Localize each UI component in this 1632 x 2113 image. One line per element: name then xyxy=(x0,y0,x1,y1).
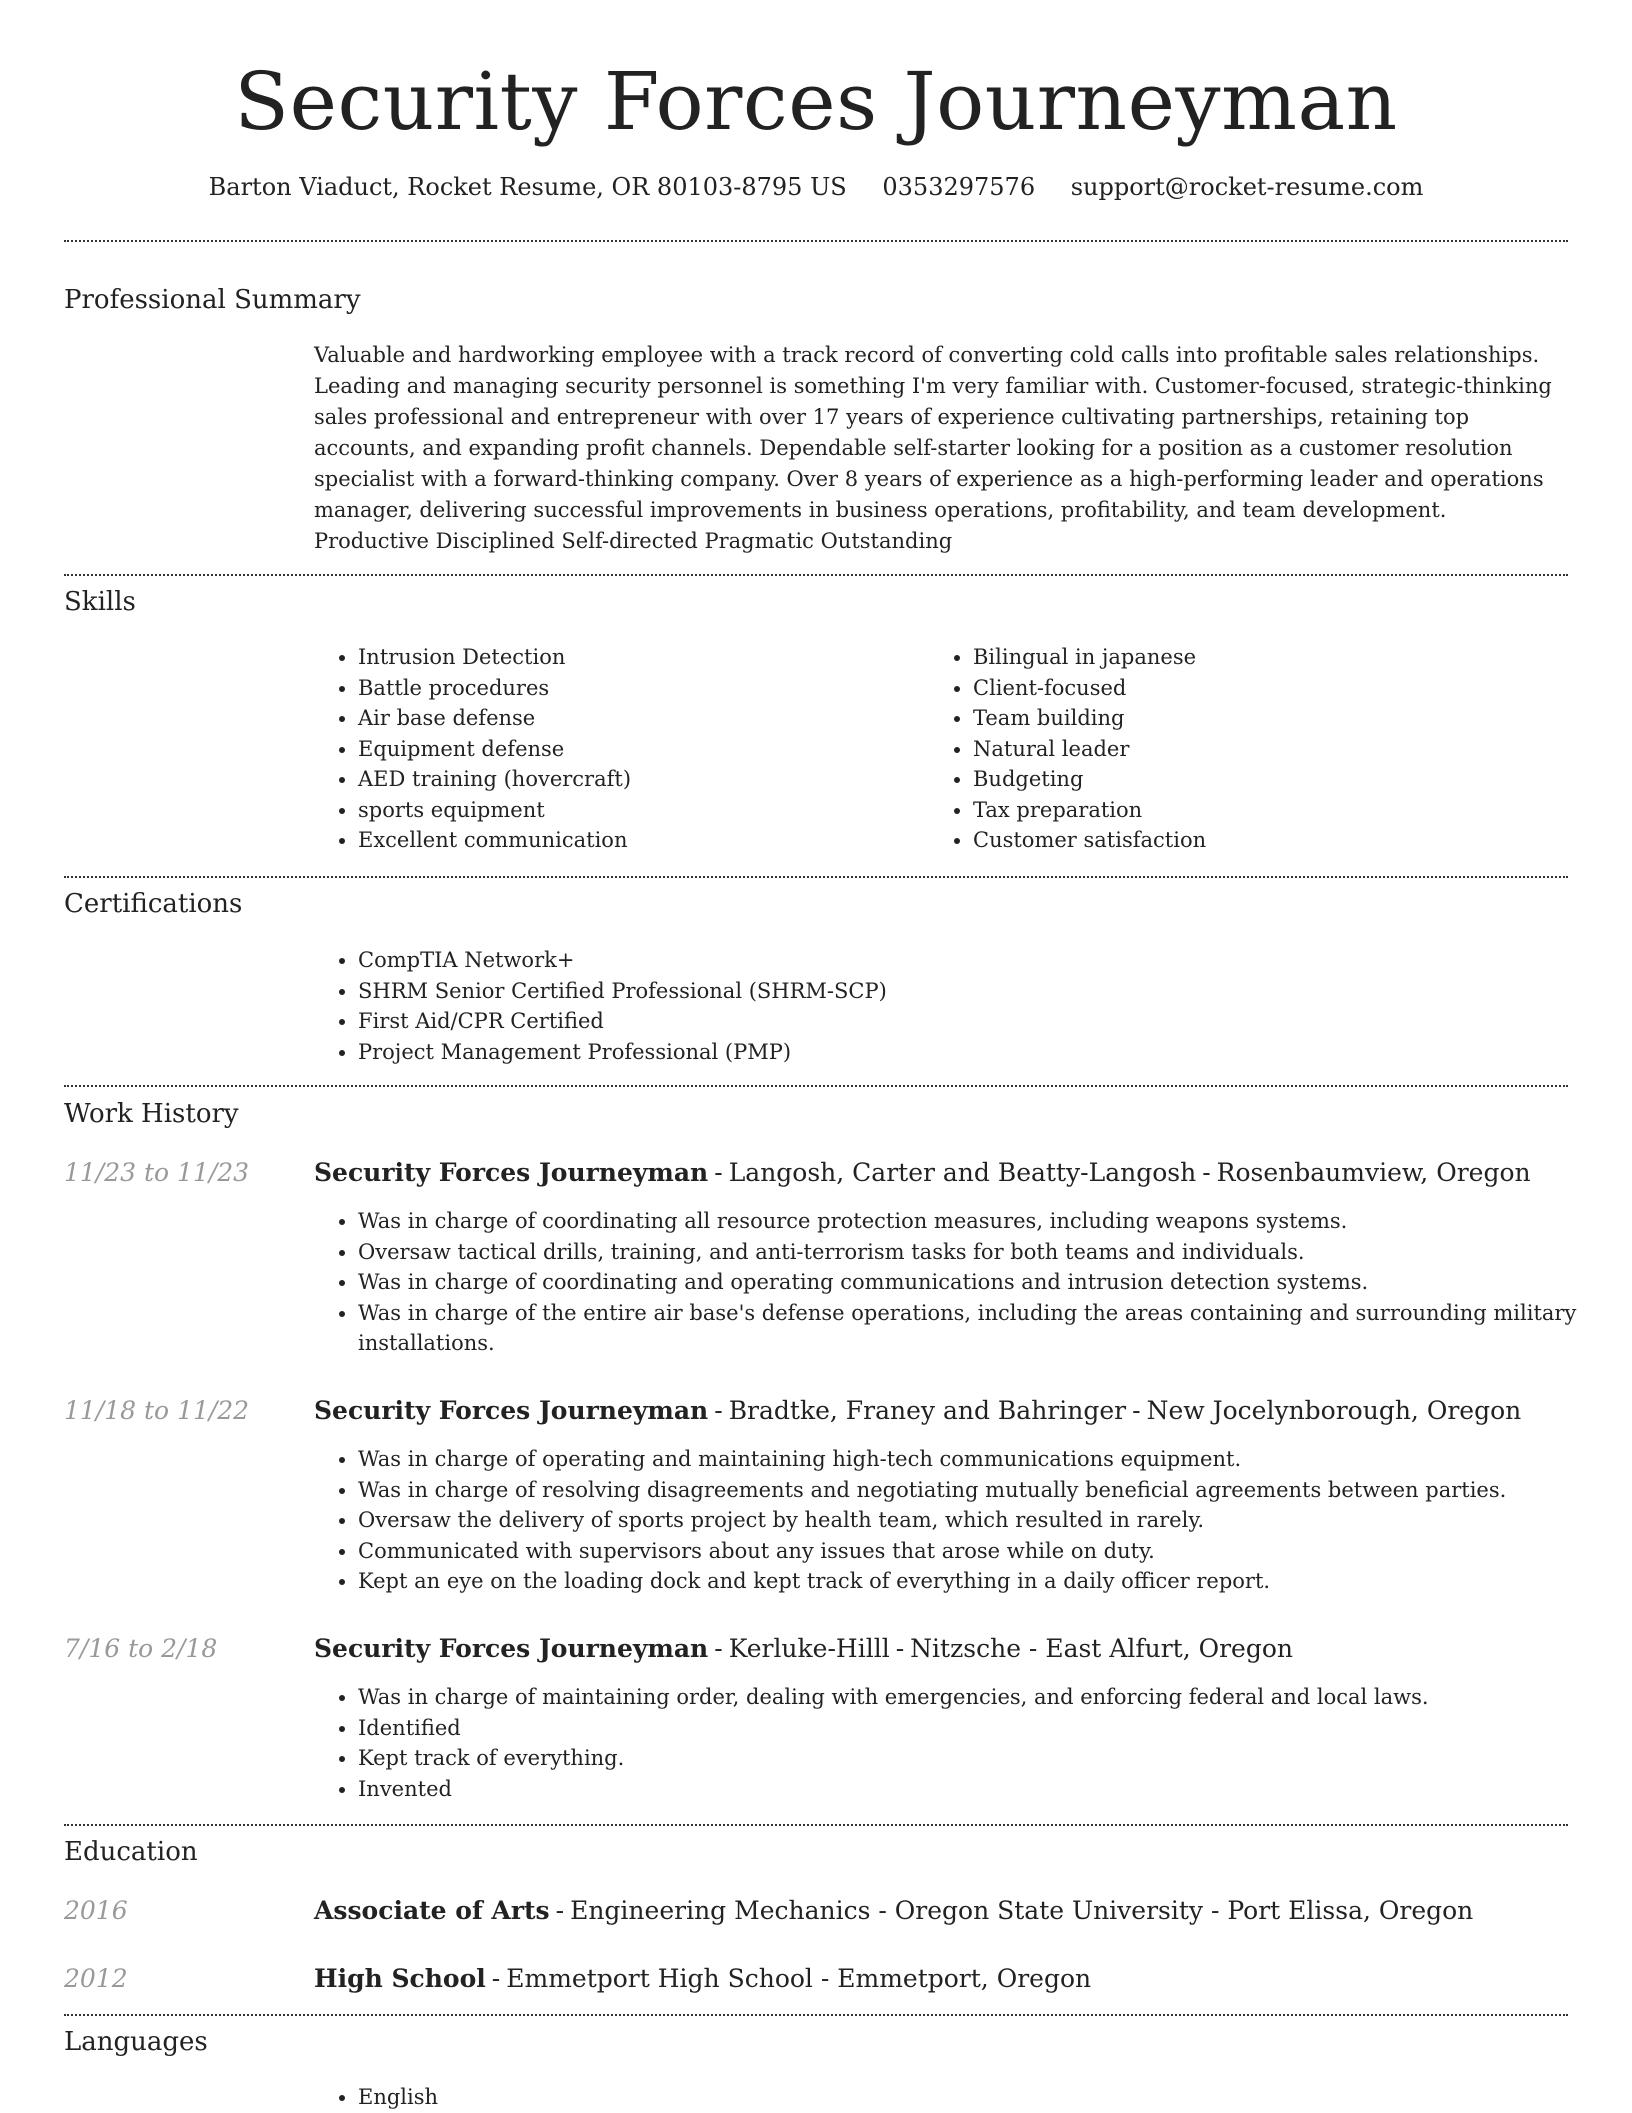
separator: - xyxy=(895,1634,905,1663)
list-item: • Was in charge of coordinating all resource protection measures, including weapons systems. xyxy=(358,1206,1610,1237)
divider xyxy=(64,876,1568,878)
separator: - xyxy=(1132,1396,1141,1425)
list-item: • CompTIA Network+ xyxy=(358,945,1558,976)
section-heading-summary: Professional Summary xyxy=(64,285,361,315)
job-location: Nitzsche - East Alfurt, Oregon xyxy=(910,1634,1293,1663)
job-location: New Jocelynborough, Oregon xyxy=(1146,1396,1522,1425)
list-item: • Battle procedures xyxy=(358,673,918,704)
list-item: • Air base defense xyxy=(358,703,918,734)
list-item: • AED training (hovercraft) xyxy=(358,764,918,795)
list-item: • Excellent communication xyxy=(358,825,918,856)
separator: - xyxy=(714,1634,723,1663)
section-heading-education: Education xyxy=(64,1837,198,1867)
education-details: Engineering Mechanics - Oregon State University - Port Elissa, Oregon xyxy=(570,1896,1474,1925)
list-item: • Bilingual in japanese xyxy=(973,642,1573,673)
divider xyxy=(64,574,1568,576)
job-title: Security Forces Journeyman xyxy=(314,1396,709,1425)
list-item: • Equipment defense xyxy=(358,734,918,765)
job-title-line xyxy=(314,1632,1566,1666)
divider xyxy=(64,2014,1568,2016)
job-bullets xyxy=(314,1682,1610,1804)
list-item: • Natural leader xyxy=(973,734,1573,765)
divider xyxy=(64,240,1568,242)
separator: - xyxy=(491,1964,501,1993)
list-item: • Budgeting xyxy=(973,764,1573,795)
separator: - xyxy=(714,1396,723,1425)
job-location: Rosenbaumview, Oregon xyxy=(1216,1158,1531,1187)
job-bullets xyxy=(314,1206,1610,1359)
list-item: • First Aid/CPR Certified xyxy=(358,1006,1558,1037)
section-heading-skills: Skills xyxy=(64,587,136,617)
job-dates: 7/16 to 2/18 xyxy=(64,1634,218,1663)
summary-text: Valuable and hardworking employee with a track record of converting cold calls into profitable sales relationships. Leading and managing security personnel is something I'm very familiar with. Customer-focused, strategic-thinking sales professional and entrepreneur with over 17 years of experience cultivating partnerships, retaining top accounts, and expanding profit channels. Dependable self-starter looking for a position as a customer resolution specialist with a forward-thinking company. Over 8 years of experience as a high-performing leader and operations manager, delivering successful improvements in business operations, profitability, and team development. Productive Disciplined Self-directed Pragmatic Outstanding xyxy=(314,343,1552,553)
divider xyxy=(64,1085,1568,1087)
languages-list xyxy=(314,2082,958,2113)
job-company: Langosh, Carter and Beatty-Langosh xyxy=(728,1158,1197,1187)
education-year: 2012 xyxy=(64,1964,128,1993)
job-title: Security Forces Journeyman xyxy=(314,1634,709,1663)
contact-address: Barton Viaduct, Rocket Resume, OR 80103-8795 US xyxy=(208,173,847,201)
section-heading-languages: Languages xyxy=(64,2027,208,2057)
contact-line xyxy=(0,170,1632,204)
list-item: • Was in charge of the entire air base's defense operations, including the areas containing and surrounding military installations. xyxy=(358,1298,1610,1359)
job-title-line xyxy=(314,1156,1566,1190)
job-bullets xyxy=(314,1444,1610,1597)
job-title: Security Forces Journeyman xyxy=(314,1158,709,1187)
section-heading-certifications: Certifications xyxy=(64,889,243,919)
separator: - xyxy=(555,1896,565,1925)
separator: - xyxy=(714,1158,723,1187)
education-degree: High School xyxy=(314,1964,486,1993)
list-item: • Tax preparation xyxy=(973,795,1573,826)
list-item: • Kept track of everything. xyxy=(358,1743,1610,1774)
list-item: • Was in charge of resolving disagreements and negotiating mutually beneficial agreements between parties. xyxy=(358,1475,1610,1506)
list-item: • Communicated with supervisors about any issues that arose while on duty. xyxy=(358,1536,1610,1567)
education-degree: Associate of Arts xyxy=(314,1896,550,1925)
list-item: • Intrusion Detection xyxy=(358,642,918,673)
education-year: 2016 xyxy=(64,1896,128,1925)
education-details: Emmetport High School - Emmetport, Oregon xyxy=(506,1964,1092,1993)
list-item: • Was in charge of maintaining order, dealing with emergencies, and enforcing federal and local laws. xyxy=(358,1682,1610,1713)
list-item: • Customer satisfaction xyxy=(973,825,1573,856)
list-item: • English xyxy=(358,2082,958,2113)
list-item: • Oversaw tactical drills, training, and anti-terrorism tasks for both teams and individuals. xyxy=(358,1237,1610,1268)
list-item: • Client-focused xyxy=(973,673,1573,704)
list-item: • SHRM Senior Certified Professional (SHRM-SCP) xyxy=(358,976,1558,1007)
list-item: • Identified xyxy=(358,1713,1610,1744)
section-heading-work-history: Work History xyxy=(64,1099,239,1129)
list-item: • Kept an eye on the loading dock and kept track of everything in a daily officer report. xyxy=(358,1566,1610,1597)
contact-phone: 0353297576 xyxy=(882,173,1036,201)
divider xyxy=(64,1824,1568,1826)
job-company: Kerluke-Hilll xyxy=(728,1634,890,1663)
job-dates: 11/18 to 11/22 xyxy=(64,1396,250,1425)
job-title-line xyxy=(314,1394,1566,1428)
skills-list-right xyxy=(929,642,1573,856)
list-item: • Invented xyxy=(358,1774,1610,1805)
list-item: • Was in charge of coordinating and operating communications and intrusion detection systems. xyxy=(358,1267,1610,1298)
list-item: • Was in charge of operating and maintaining high-tech communications equipment. xyxy=(358,1444,1610,1475)
list-item: • Team building xyxy=(973,703,1573,734)
education-entry xyxy=(314,1894,1566,1928)
contact-email: support@rocket-resume.com xyxy=(1070,173,1424,201)
education-entry xyxy=(314,1962,1566,1996)
certifications-list xyxy=(314,945,1558,1067)
skills-list-left xyxy=(314,642,918,856)
separator: - xyxy=(1202,1158,1211,1187)
job-company: Bradtke, Franey and Bahringer xyxy=(728,1396,1127,1425)
job-dates: 11/23 to 11/23 xyxy=(64,1158,250,1187)
list-item: • Project Management Professional (PMP) xyxy=(358,1037,1558,1068)
list-item: • sports equipment xyxy=(358,795,918,826)
resume-name: Security Forces Journeyman xyxy=(234,55,1398,148)
list-item: • Oversaw the delivery of sports project by health team, which resulted in rarely. xyxy=(358,1505,1610,1536)
